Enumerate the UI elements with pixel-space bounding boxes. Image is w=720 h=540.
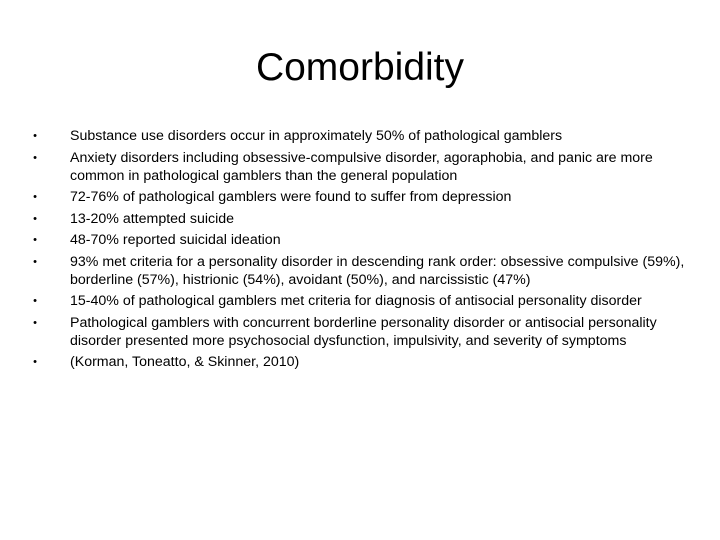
- bullet-dot-icon: •: [33, 234, 37, 246]
- bullet-dot-icon: •: [33, 130, 37, 142]
- bullet-text: (Korman, Toneatto, & Skinner, 2010): [70, 354, 300, 370]
- bullet-text: 15-40% of pathological gamblers met criteria for diagnosis of antisocial personality disorder: [70, 293, 642, 309]
- bullet-item: [30, 188, 690, 206]
- slide-title: Comorbidity: [255, 46, 465, 89]
- bullet-item: [30, 127, 690, 145]
- bullet-item: [30, 292, 690, 310]
- bullet-dot-icon: •: [33, 255, 37, 268]
- bullet-list: [30, 127, 690, 375]
- bullet-item: [30, 353, 690, 371]
- bullet-dot-icon: •: [33, 191, 37, 203]
- bullet-dot-icon: •: [33, 356, 37, 368]
- bullet-item: [30, 231, 690, 249]
- bullet-text: Pathological gamblers with concurrent borderline personality disorder or antisocial personality disorder presented more psychosocial dysfunction, impulsivity, and severity of symptoms: [70, 314, 657, 349]
- bullet-text: 72-76% of pathological gamblers were found to suffer from depression: [70, 189, 512, 205]
- bullet-text: 48-70% reported suicidal ideation: [70, 232, 281, 248]
- bullet-dot-icon: •: [33, 212, 37, 225]
- bullet-text: Substance use disorders occur in approximately 50% of pathological gamblers: [70, 128, 563, 144]
- bullet-item: [30, 314, 690, 350]
- bullet-text: 13-20% attempted suicide: [70, 210, 235, 227]
- bullet-dot-icon: •: [33, 151, 37, 164]
- bullet-item: [30, 149, 690, 185]
- bullet-dot-icon: •: [33, 316, 37, 329]
- bullet-text: 93% met criteria for a personality disorder in descending rank order: obsessive compulsive (59%), borderline (57%), histrionic (54%), avoidant (50%), and narcissistic (47%): [70, 253, 685, 288]
- bullet-item: [30, 210, 690, 228]
- bullet-dot-icon: •: [33, 295, 37, 307]
- bullet-text: Anxiety disorders including obsessive-compulsive disorder, agoraphobia, and panic are more common in pathological gamblers than the general population: [70, 149, 653, 184]
- bullet-item: [30, 253, 690, 289]
